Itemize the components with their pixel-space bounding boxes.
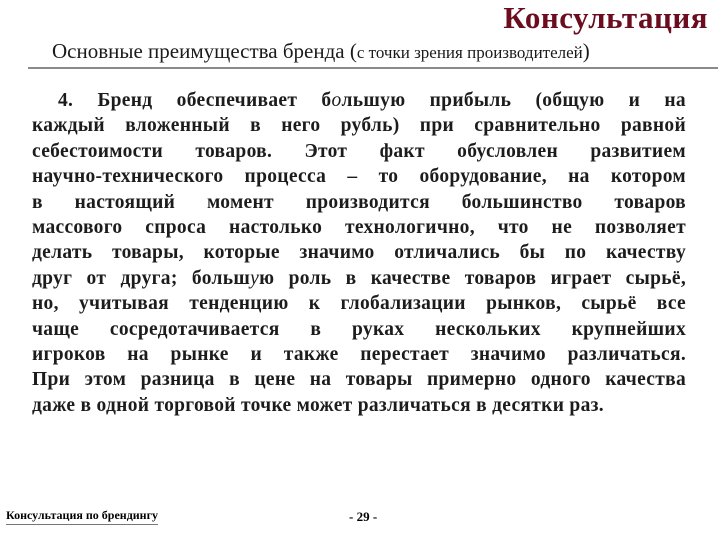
header-divider xyxy=(28,67,718,69)
paragraph-line: в настоящий момент производится большинство товаров xyxy=(32,191,686,213)
paragraph-line: При этом разница в цене на товары примерно одного качества xyxy=(32,369,686,391)
paragraph-line xyxy=(32,88,686,113)
stressed-letter: о xyxy=(331,90,342,111)
subtitle-close-paren: ) xyxy=(582,39,590,63)
paragraph-line: но, учитывая тенденцию к глобализации рынков, сырьё все xyxy=(32,293,686,315)
paragraph-line: даже в одной торговой точке может различаться в десятки раз. xyxy=(32,394,604,416)
paragraph xyxy=(32,88,686,418)
subtitle-qualifier: с точки зрения производителей xyxy=(356,43,583,62)
paragraph-line: научно-технического процесса – то оборудование, на котором xyxy=(32,166,686,188)
paragraph-line: себестоимости товаров. Этот факт обусловлен развитием xyxy=(32,140,686,162)
paragraph-line xyxy=(32,266,686,291)
slide-title: Консультация xyxy=(503,0,708,35)
paragraph-line: делать товары, которые значимо отличались бы по качеству xyxy=(32,242,686,264)
footer-label: Консультация по брендингу xyxy=(6,508,158,525)
paragraph-line: игроков на рынке и также перестает значимо различаться. xyxy=(32,344,686,366)
paragraph-line: каждый вложенный в него рубль) при сравнительно равной xyxy=(32,115,686,137)
text-segment: льшую прибыль (общую и на xyxy=(341,90,686,111)
paragraph-line: чаще сосредотачивается в руках нескольких крупнейших xyxy=(32,318,686,340)
subtitle-main: Основные преимущества бренда ( xyxy=(52,39,357,63)
text-segment: друг от друга; больш xyxy=(32,267,251,289)
text-segment: ю роль в качестве товаров играет сырьё, xyxy=(259,267,686,289)
paragraph-line: массового спроса настолько технологично, что не позволяет xyxy=(32,217,686,239)
text-segment: 4. Бренд обеспечивает б xyxy=(58,90,332,111)
slide-subtitle xyxy=(52,39,590,64)
page-number: - 29 - xyxy=(349,509,378,524)
stressed-letter: у xyxy=(250,267,260,289)
